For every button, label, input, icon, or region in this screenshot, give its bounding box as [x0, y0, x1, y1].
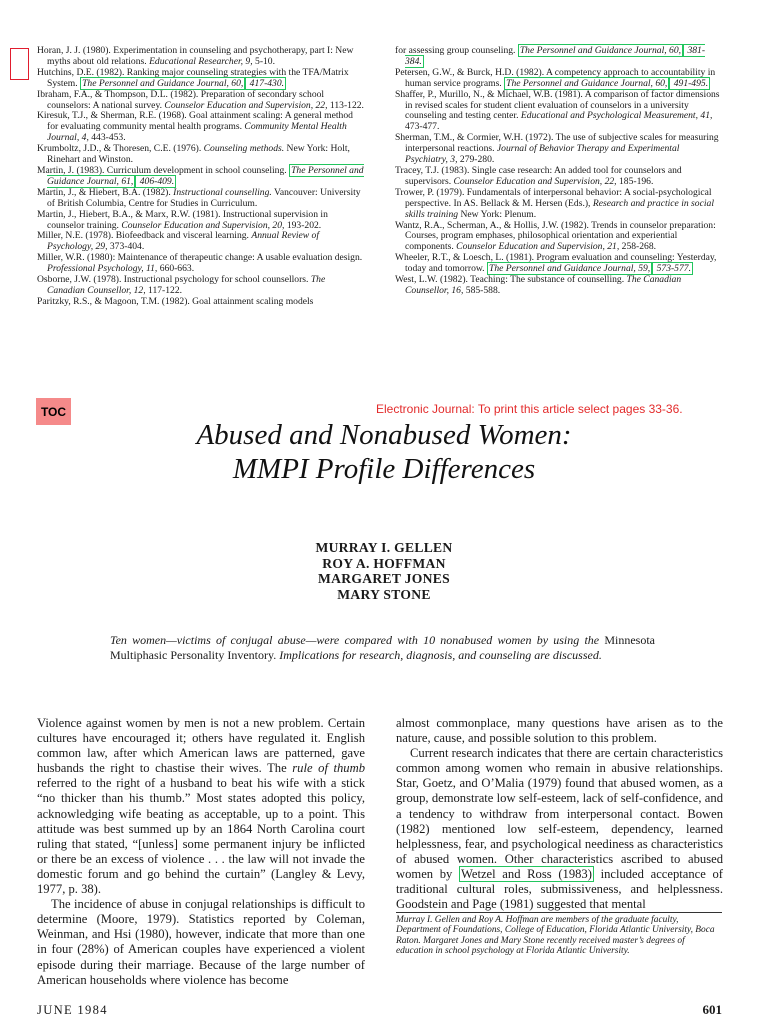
page-number: 601	[702, 1002, 722, 1017]
reference-text: 279-280.	[457, 154, 495, 166]
reference-entry	[37, 253, 364, 275]
reference-text: 585-588.	[463, 284, 501, 296]
citation-link[interactable]: Wetzel and Ross (1983)	[461, 866, 592, 881]
reference-entry	[37, 144, 364, 166]
abstract	[110, 633, 655, 663]
reference-text: Ibraham, F.A., & Thompson, D.L. (1982). Preparation of secondary school counselors: A national survey.	[37, 88, 325, 111]
journal-name: Research and practice in social skills training	[405, 197, 714, 220]
reference-text: New York: Plenum.	[458, 208, 537, 220]
reference-text: Sherman, T.M., & Cormier, W.H. (1972). The use of subjective scales for measuring interpersonal reactions.	[395, 132, 719, 155]
reference-text: 258-268.	[619, 241, 657, 253]
journal-link[interactable]: 573-577.	[654, 263, 691, 275]
reference-entry	[395, 253, 723, 275]
reference-entry	[37, 166, 364, 188]
page-marker-box[interactable]	[10, 48, 29, 80]
body-text: Violence against women by men is not a new problem. Certain cultures have encouraged it; others have regulated it. English common law, after which American laws are patterned, gave husbands the right to chastise their wives. The	[37, 716, 365, 776]
reference-text: Krumboltz, J.D., & Thoresen, C.E. (1976).	[37, 143, 204, 155]
reference-entry	[395, 221, 723, 254]
issue-date: JUNE 1984	[37, 1003, 108, 1017]
reference-entry	[37, 188, 364, 210]
author: ROY A. HOFFMAN	[322, 555, 446, 571]
journal-name: Counselor Education and Supervision, 22,	[164, 99, 328, 111]
references-right-column	[395, 46, 723, 297]
reference-entry	[395, 46, 723, 68]
body-paragraph	[396, 746, 723, 912]
author: MARGARET JONES	[318, 571, 450, 586]
reference-text: Martin, J. (1983). Curriculum development in school counseling.	[37, 164, 290, 176]
reference-text: 185-196.	[616, 175, 654, 187]
reference-text: Martin, J., & Hiebert, B.A. (1982).	[37, 186, 174, 198]
reference-text: 443-453.	[88, 132, 126, 144]
footnote-divider	[396, 912, 722, 913]
abstract-instrument: Minnesota Multiphasic Personality Inventory.	[110, 633, 655, 662]
reference-text: 5-10.	[252, 55, 276, 67]
reference-entry	[395, 166, 723, 188]
reference-text: 193-202.	[284, 219, 322, 231]
reference-entry	[37, 111, 364, 144]
reference-entry	[37, 210, 364, 232]
toc-button[interactable]: TOC	[36, 398, 71, 425]
reference-text: 373-404.	[107, 241, 145, 253]
reference-text: Paritzky, R.S., & Magoon, T.M. (1982). Goal attainment scaling models	[37, 295, 314, 307]
body-text: Current research indicates that there are certain characteristics common among women who remain in abusive relationships. Star, Goetz, and O’Malia (1979) found that abused women, as a group, demonstrate low self-esteem, lack of self-confidence, and a tendency to withdraw from interpersonal contact. Bowen (1982) mentioned low self-esteem, dependency, learned helplessness, fear, and psychological neediness as characteristics of abused women. Other characteristics ascribed to abused women by	[396, 746, 723, 881]
reference-text: Shaffer, P., Murillo, N., & Michael, W.B. (1981). A comparison of factor dimensions in revised scales for student client evaluation of counselors in a university counseling and testing center.	[395, 88, 720, 122]
journal-name: The Canadian Counsellor, 12,	[47, 274, 326, 296]
reference-text: Osborne, J.W. (1978). Instructional psychology for school counsellors.	[37, 274, 311, 286]
reference-text: Petersen, G.W., & Burck, H.D. (1982). A competency approach to accountability in human service programs.	[395, 66, 716, 89]
reference-entry	[37, 46, 364, 68]
reference-entry	[395, 90, 723, 134]
body-paragraph: almost commonplace, many questions have arisen as to the nature, cause, and possible solution to this problem.	[396, 716, 723, 746]
reference-text: 660-663.	[157, 263, 195, 275]
reference-entry	[37, 275, 364, 297]
journal-name: Counseling methods.	[203, 143, 285, 155]
journal-name: Instructional counselling.	[173, 186, 272, 198]
reference-text: Miller, W.R. (1980): Maintenance of therapeutic change: A usable evaluation design.	[37, 252, 363, 264]
journal-link[interactable]: 491-495.	[671, 77, 709, 89]
body-text: referred to the right of a husband to beat his wife with a stick “no thicker than his thumb.” Most states adopted this policy, acknowledging wife beating as acceptable, up to a point. This attitude was best summed up by an 1864 North Carolina court ruling that stated, “[unless] some permanent injury be inflicted or there be an excess of violence . . . the law will not invade the domestic forum and go behind the curtain” (Langley & Levy, 1977, p. 38).	[37, 776, 365, 897]
author: MURRAY I. GELLEN	[315, 540, 453, 555]
journal-name: Annual Review of Psychology, 29,	[47, 230, 320, 253]
journal-name: Community Mental Health Journal, 4,	[47, 121, 347, 144]
reference-text: Vancouver: University of British Columbia, Centre for Studies in Curriculum.	[47, 186, 361, 209]
reference-text: Miller, N.E. (1978). Biofeedback and visceral learning.	[37, 230, 252, 242]
author-list	[0, 540, 768, 602]
abstract-text: Implications for research, diagnosis, and counseling are discussed.	[276, 648, 602, 662]
reference-entry	[395, 188, 723, 221]
reference-entry	[37, 68, 364, 90]
body-emphasis: rule of thumb	[292, 761, 365, 776]
journal-name: Educational and Psychological Measurement, 41,	[520, 110, 713, 122]
reference-entry	[395, 68, 723, 90]
reference-text: Hutchins, D.E. (1982). Ranking major counseling strategies with the TFA/Matrix System.	[37, 66, 349, 89]
journal-name: Journal of Behavior Therapy and Experimental Psychiatry, 3,	[405, 143, 680, 166]
body-column-right	[396, 716, 723, 912]
journal-link[interactable]: 417-430.	[247, 77, 285, 89]
journal-name: Professional Psychology, 11,	[47, 263, 158, 275]
reference-text: 473-477.	[405, 121, 440, 133]
reference-text: West, L.W. (1982). Teaching: The substance of counselling.	[395, 274, 627, 286]
journal-link[interactable]: The Personnel and Guidance Journal, 59,	[488, 263, 651, 275]
reference-text: 117-122.	[145, 284, 183, 296]
reference-text: for assessing group counseling.	[395, 45, 518, 56]
references-left-column	[37, 46, 364, 308]
journal-name: Educational Researcher, 9,	[149, 55, 253, 67]
body-paragraph	[37, 716, 365, 897]
body-paragraph: The incidence of abuse in conjugal relationships is difficult to determine (Moore, 1979). Statistics reported by Coleman, Weinman, and Hsi (1980), however, indicate that more than one in four (28%) of American couples have experienced a violent episode during their marriage. Because of the large number of American households where violence has become	[37, 897, 365, 987]
journal-link[interactable]: The Personnel and Guidance Journal, 60,	[82, 77, 244, 89]
author: MARY STONE	[337, 586, 431, 602]
journal-link[interactable]: 406-409.	[137, 175, 175, 187]
journal-name: Counselor Education and Supervision, 21,	[456, 241, 620, 253]
reference-entry	[37, 90, 364, 112]
abstract-text: Ten women—victims of conjugal abuse—were compared with 10 nonabused women by using the	[110, 633, 605, 647]
title-line-1: Abused and Nonabused Women:	[196, 419, 572, 451]
reference-text: Martin, J., Hiebert, B.A., & Marx, R.W. (1981). Instructional supervision in counselor training.	[37, 208, 328, 231]
reference-text: 113-122.	[327, 99, 364, 111]
journal-link[interactable]: The Personnel and Guidance Journal, 60,	[506, 77, 668, 89]
author-footnote: Murray I. Gellen and Roy A. Hoffman are members of the graduate faculty, Department of Foundations, College of Education, Florida Atlantic University, Boca Raton. Margaret Jones and Mary Stone recently received master’s degrees of education in school psychology at Florida Atlantic University.	[396, 915, 715, 957]
reference-text: Horan, J. J. (1980). Experimentation in counseling and psychotherapy, part I: New myths about old relations.	[37, 45, 354, 67]
reference-entry	[395, 275, 723, 297]
reference-text: Wantz, R.A., Scherman, A., & Hollis, J.W. (1982). Trends in counselor preparation: Courses, program emphases, philosophical orientation and experiential components.	[395, 219, 716, 253]
article-title	[0, 418, 768, 486]
journal-link[interactable]: 381-384.	[405, 45, 706, 67]
reference-text: Trower, P. (1979). Fundamentals of interpersonal behavior: A social-psychological perspective. In AS. Bellack & M. Hersen (Eds.),	[395, 186, 712, 209]
reference-text: Tracey, T.J. (1983). Single case research: An added tool for counselors and supervisors.	[395, 164, 682, 187]
reference-entry	[37, 231, 364, 253]
journal-name: Counselor Education and Supervision, 22,	[453, 175, 617, 187]
title-line-2: MMPI Profile Differences	[232, 453, 536, 485]
reference-text: New York: Holt, Rinehart and Winston.	[47, 143, 350, 166]
journal-name: Counselor Education and Supervision, 20,	[121, 219, 285, 231]
electronic-journal-note: Electronic Journal: To print this article select pages 33-36.	[376, 402, 683, 416]
journal-link[interactable]: The Personnel and Guidance Journal, 61,	[47, 164, 364, 187]
body-column-left	[37, 716, 365, 988]
reference-text: Wheeler, R.T., & Loesch, L. (1981). Program evaluation and counseling: Yesterday, today and tomorrow.	[395, 252, 717, 275]
reference-text: Kiresuk, T.J., & Sherman, R.E. (1968). Goal attainment scaling: A general method for evaluating community mental health programs.	[37, 110, 353, 133]
reference-entry	[395, 133, 723, 166]
journal-name: The Canadian Counsellor, 16,	[405, 274, 682, 296]
body-text: included acceptance of traditional cultural roles, submissiveness, and helplessness. Goodstein and Page (1981) suggested that mental	[396, 866, 723, 912]
journal-link[interactable]: The Personnel and Guidance Journal, 60,	[519, 45, 682, 56]
reference-entry	[37, 297, 364, 308]
